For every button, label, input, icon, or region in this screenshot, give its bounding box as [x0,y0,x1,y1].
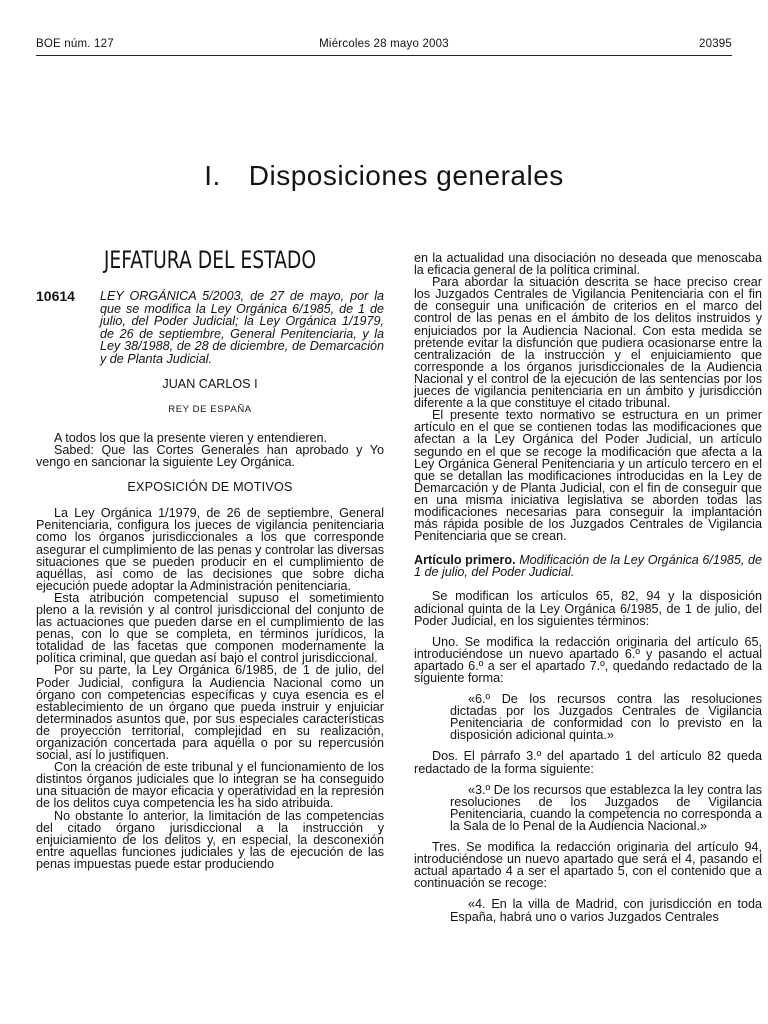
quoted-text: «4. En la villa de Madrid, con jurisdicción en toda España, habrá uno o varios Juzgados Centrales [450,897,762,924]
paragraph: Se modifican los artículos 65, 82, 94 y la disposición adicional quinta de la Ley Orgánica 6/1985, de 1 de julio, del Poder Judicial, en los siguientes términos: [414,589,762,628]
quoted-text: «3.º De los recursos que establezca la ley contra las resoluciones de los Juzgados de Vigilancia Penitenciaria, cuando la competencia no corresponda a la Sala de lo Penal de la Audiencia Nacional.» [450,782,762,833]
paragraph: Por su parte, la Ley Orgánica 6/1985, de 1 de julio, del Poder Judicial, configura la Audiencia Nacional como un órgano con competencias específicas y cuya esencia es el establecimiento de un órgano que pueda instruir y enjuiciar determinados asuntos que, por sus especiales características de proyección territorial, complejidad en su realización, organización concertada para aquélla o por su repercusión social, así lo justifiquen. [36,663,384,763]
paragraph: El presente texto normativo se estructura en un primer artículo en el que se contienen todas las modificaciones que afectan a la Ley Orgánica del Poder Judicial, un artículo segundo en el que se recoge la modificación que afecta a la Ley Orgánica General Penitenciaria y un artículo tercero en el que se detallan las modificaciones introducidas en la Ley de Demarcación y de Planta Judicial, con el fin de conseguir que en una misma iniciativa legislativa se aborden todas las modificaciones necesarias para conseguir la implantación más rápida posible de los Juzgados Centrales de Vigilancia Penitenciaria que se crean. [414,408,762,544]
section-number: I. [204,160,221,191]
signatory-title: REY DE ESPAÑA [168,403,252,415]
article-title: Modificación de la Ley Orgánica 6/1985, de 1 de julio, del Poder Judicial. [414,553,763,580]
department-heading: JEFATURA DEL ESTADO [103,246,317,274]
intro-line: Sabed: Que las Cortes Generales han aprobado y Yo vengo en sancionar la siguiente Ley Orgánica. [36,442,384,470]
paragraph: No obstante lo anterior, la limitación de las competencias del citado órgano jurisdiccional a la instrucción y enjuiciamiento de los delitos y, en especial, la desconexión entre aquellas funciones judiciales y las de ejecución de las penas impuestas puede estar produciendo [36,808,384,871]
page-header [36,38,732,54]
paragraph: Dos. El párrafo 3.º del apartado 1 del artículo 82 queda redactado de la forma siguiente: [414,749,762,776]
publication-date: Miércoles 28 mayo 2003 [319,38,449,50]
paragraph: La Ley Orgánica 1/1979, de 26 de septiembre, General Penitenciaria, configura los jueces de vigilancia penitenciaria como los órganos jurisdiccionales a los que corresponde asegurar el cumplimiento de las penas y controlar las diversas situaciones que se pueden producir en el cumplimiento de aquéllas, así como de las decisiones que sobre dicha ejecución puede adoptar la Administración penitenciaria. [36,506,384,593]
intro-line: A todos los que la presente vieren y entendieren. [54,430,328,445]
quoted-text: «6.º De los recursos contra las resoluciones dictadas por los Juzgados Centrales de Vigilancia Penitenciaria de conformidad con lo previsto en la disposición adicional quinta.» [450,692,762,743]
disposition-title: LEY ORGÁNICA 5/2003, de 27 de mayo, por la que se modifica la Ley Orgánica 6/1985, de 1 de julio, del Poder Judicial; la Ley Orgánica 1/1979, de 26 de septiembre, General Penitenciaria, y la Ley 38/1988, de 28 de diciembre, de Demarcación y de Planta Judicial. [100,289,384,367]
right-column [414,252,762,923]
paragraph: Uno. Se modifica la redacción originaria del artículo 65, introduciéndose un nuevo apartado 6.º y pasando el actual apartado 6.º a ser el apartado 7.º, quedando redactado de la siguiente forma: [414,634,762,685]
exposicion-heading: EXPOSICIÓN DE MOTIVOS [127,480,293,495]
bulletin-number: BOE núm. 127 [36,38,114,50]
paragraph: en la actualidad una disociación no deseada que menoscaba la eficacia general de la política criminal. [414,251,762,278]
paragraph: Tres. Se modifica la redacción originaria del artículo 94, introduciéndose un nuevo apartado que será el 4, pasando el actual apartado 4 a ser el apartado 5, con el contenido que a continuación se recoge: [414,840,762,891]
article-heading [414,554,762,578]
left-column [36,246,384,871]
paragraph: Esta atribución competencial supuso el sometimiento pleno a la revisión y al control jurisdiccional del conjunto de las actuaciones que pueden darse en el cumplimiento de las penas, con lo que se completa, en términos jurídicos, la totalidad de las facetas que componen modernamente la política criminal, que quedan así bajo el control jurisdiccional. [36,590,384,666]
signatory: JUAN CARLOS I [162,376,258,391]
paragraph: Con la creación de este tribunal y el funcionamiento de los distintos órganos judiciales que lo integran se ha conseguido una situación de mayor eficacia y operatividad en la represión de los delitos cuya competencia les ha sido atribuida. [36,760,384,811]
disposition [36,290,384,366]
intro [36,432,384,468]
disposition-number: 10614 [36,288,75,305]
article-label: Artículo primero. [414,553,516,568]
paragraph: Para abordar la situación descrita se hace preciso crear los Juzgados Centrales de Vigilancia Penitenciaria con el fin de conseguir una unificación de criterios en el marco del control de las penas en el ámbito de los delitos instruidos y enjuiciados por la Audiencia Nacional. Con esta medida se pretende evitar la disfunción que pudiera ocasionarse entre la centralización de la instrucción y el enjuiciamiento que corresponde a los órganos jurisdiccionales de la Audiencia Nacional y el control de la ejecución de las sentencias por los jueces de vigilancia penitenciaria en un ámbito y jurisdicción diferente a la que constituye el citado tribunal. [414,275,762,411]
section-name: Disposiciones generales [248,160,564,191]
page-number: 20395 [699,38,732,50]
section-title [0,160,768,192]
header-rule [36,55,732,56]
